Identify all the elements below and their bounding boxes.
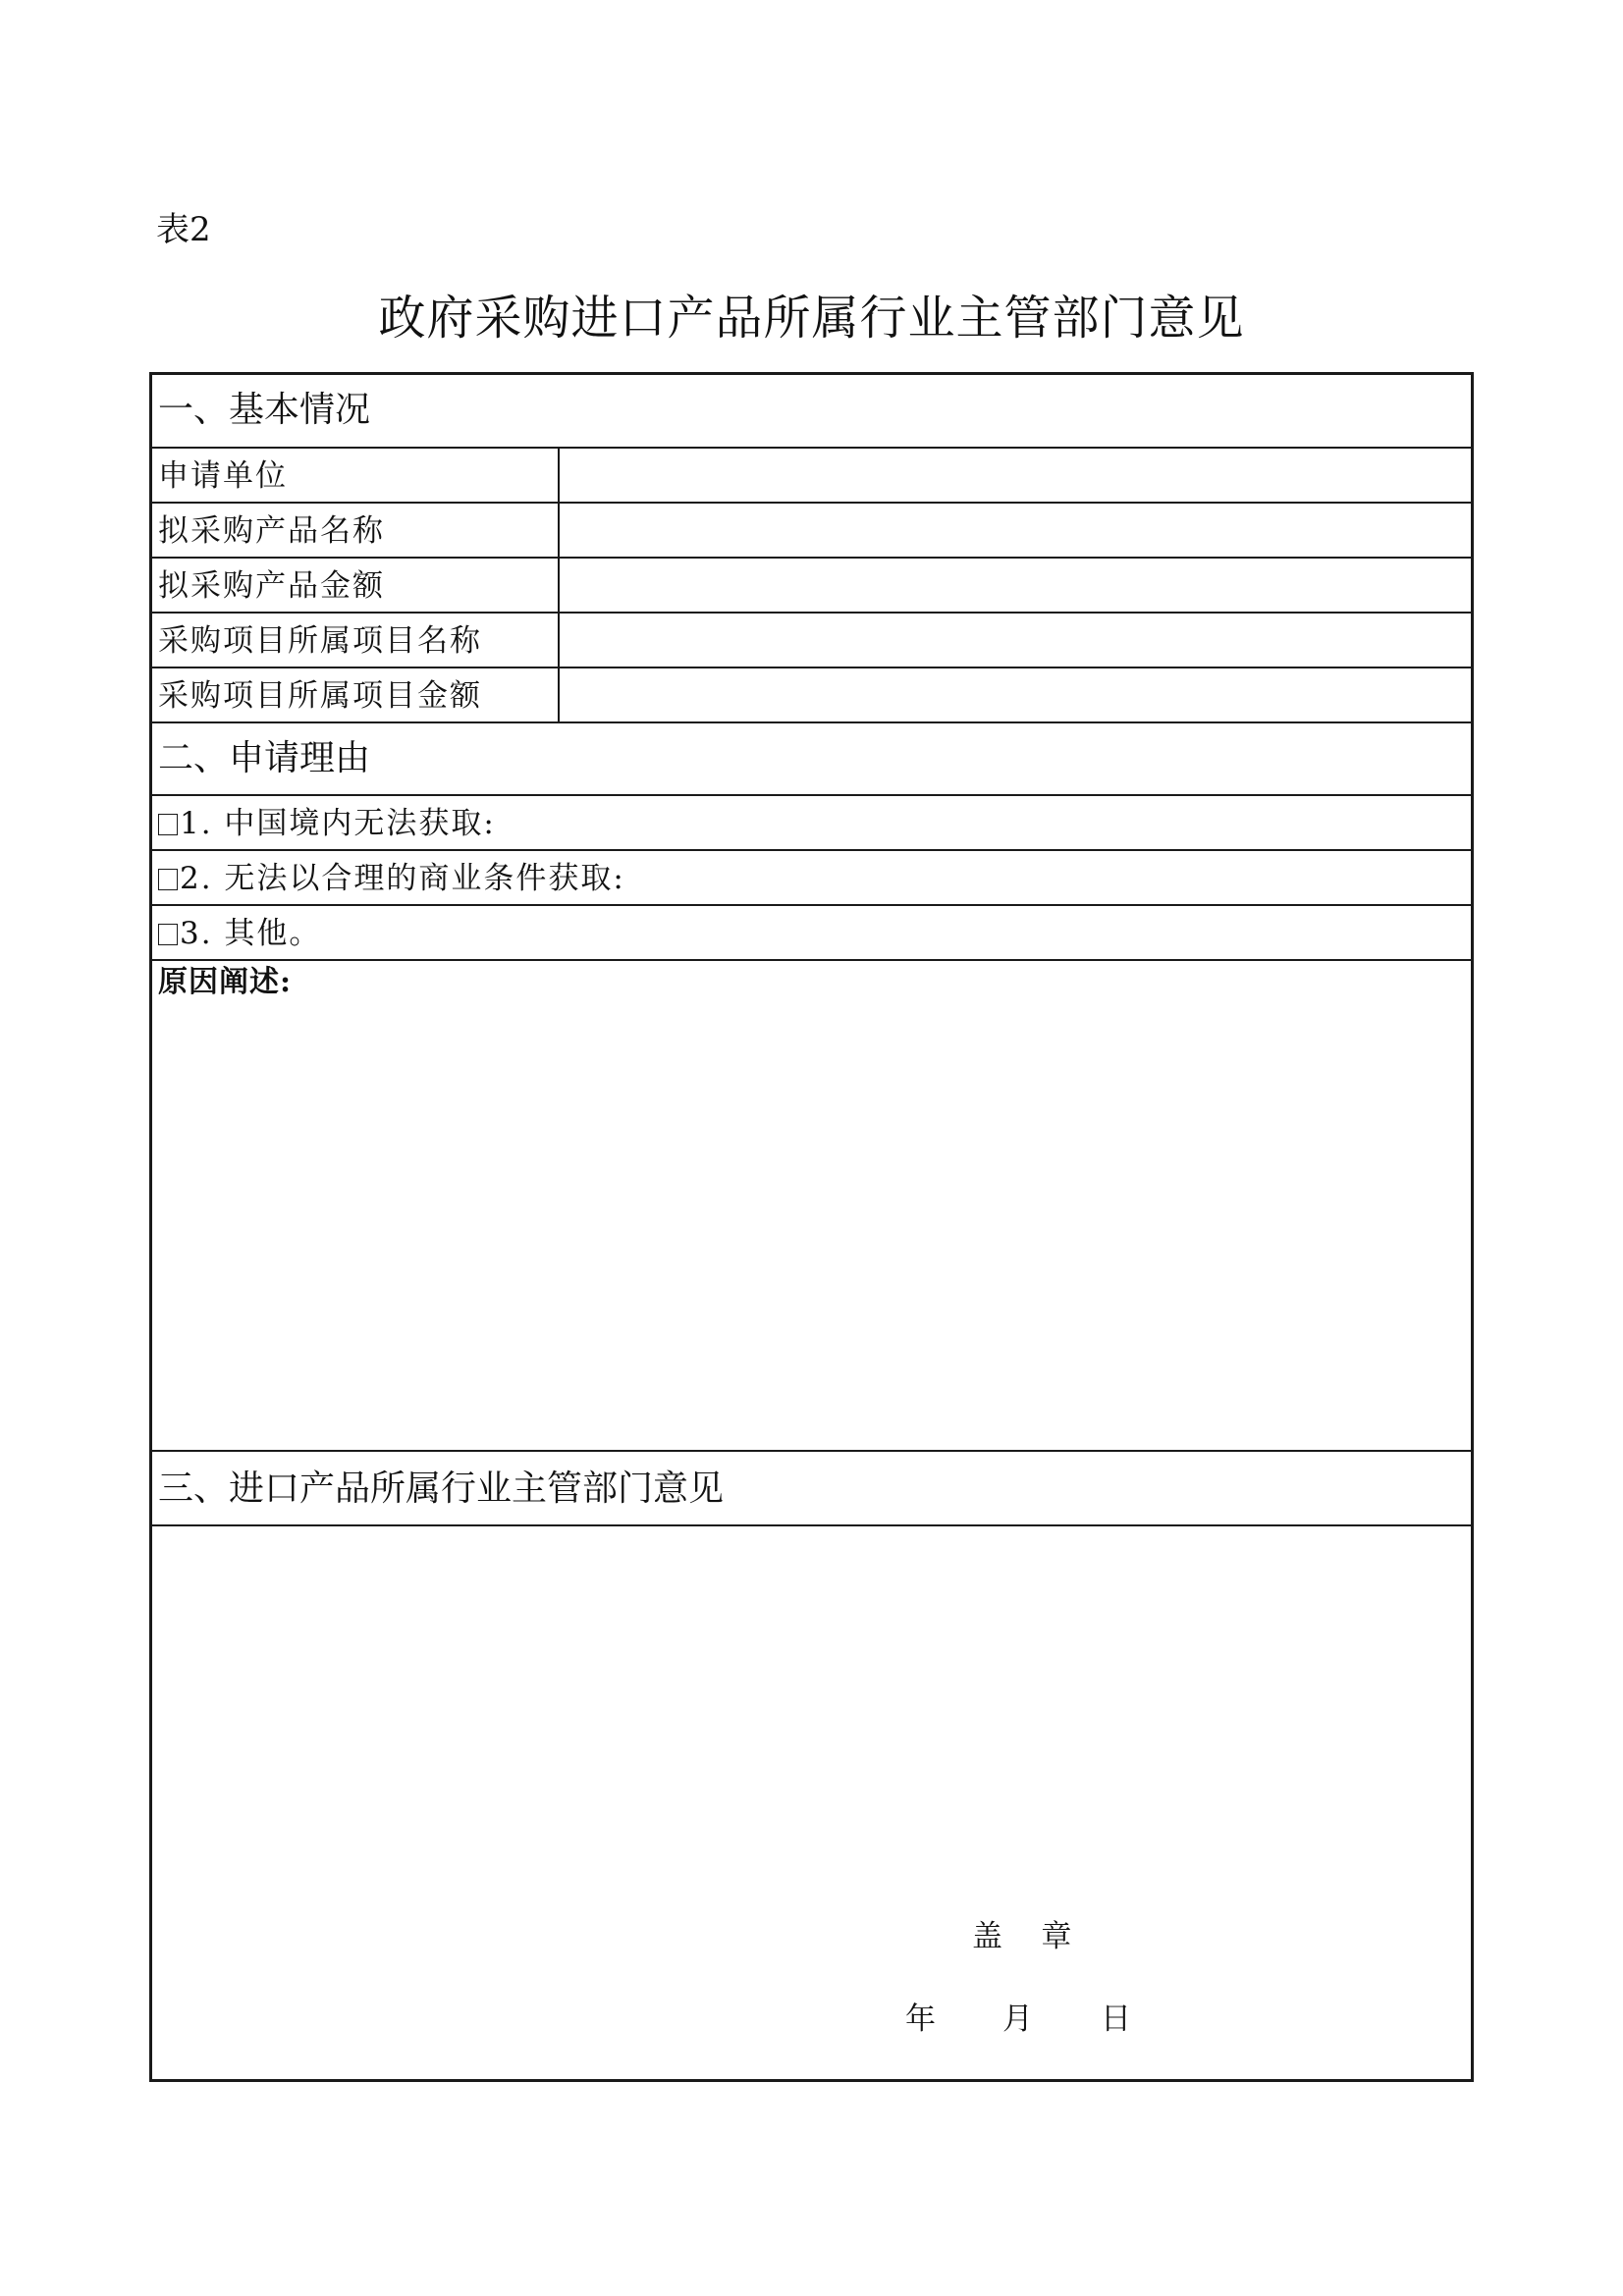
- field-row-product-name: [152, 504, 1471, 559]
- date-year-label: 年: [905, 2002, 936, 2037]
- reason-option-1-label: 1. 中国境内无法获取:: [180, 806, 496, 841]
- opinion-area[interactable]: [152, 1526, 1471, 2079]
- date-month-label: 月: [1002, 2002, 1033, 2037]
- table-number-label: 表2: [156, 210, 211, 249]
- product-name-value-field[interactable]: [558, 504, 1471, 557]
- date-day-label: 日: [1101, 2002, 1131, 2037]
- section-basic-heading: 一、基本情况: [158, 390, 371, 430]
- applicant-label: 申请单位: [158, 458, 288, 494]
- reason-option-2-checkbox[interactable]: [158, 869, 178, 890]
- project-name-label: 采购项目所属项目名称: [158, 623, 482, 659]
- seal-label: 盖 章: [972, 1919, 1072, 1954]
- project-amount-label: 采购项目所属项目金额: [158, 678, 482, 714]
- field-row-project-name: [152, 614, 1471, 668]
- product-name-label: 拟采购产品名称: [158, 513, 385, 549]
- reason-option-row-1: [152, 796, 1471, 851]
- section-reason-heading: 二、申请理由: [158, 738, 371, 778]
- reason-option-1-checkbox[interactable]: [158, 814, 178, 835]
- field-row-project-amount: [152, 668, 1471, 723]
- reason-option-2-label: 2. 无法以合理的商业条件获取:: [180, 861, 625, 896]
- explanation-area[interactable]: [152, 961, 1471, 1452]
- reason-option-row-3: [152, 906, 1471, 961]
- explanation-label: 原因阐述:: [158, 965, 293, 999]
- product-amount-value-field[interactable]: [558, 559, 1471, 612]
- applicant-value-field[interactable]: [558, 449, 1471, 502]
- page-title: 政府采购进口产品所属行业主管部门意见: [378, 291, 1245, 346]
- reason-option-3-checkbox[interactable]: [158, 924, 178, 945]
- opinion-form-table: [149, 372, 1474, 2082]
- reason-option-3-label: 3. 其他。: [180, 916, 322, 951]
- section-reason-heading-row: [152, 723, 1471, 796]
- reason-option-row-2: [152, 851, 1471, 906]
- section-opinion-heading: 三、进口产品所属行业主管部门意见: [158, 1468, 725, 1509]
- field-row-applicant: [152, 449, 1471, 504]
- section-basic-heading-row: [152, 375, 1471, 449]
- project-name-value-field[interactable]: [558, 614, 1471, 667]
- project-amount-value-field[interactable]: [558, 668, 1471, 721]
- product-amount-label: 拟采购产品金额: [158, 568, 385, 604]
- section-opinion-heading-row: [152, 1452, 1471, 1526]
- field-row-product-amount: [152, 559, 1471, 614]
